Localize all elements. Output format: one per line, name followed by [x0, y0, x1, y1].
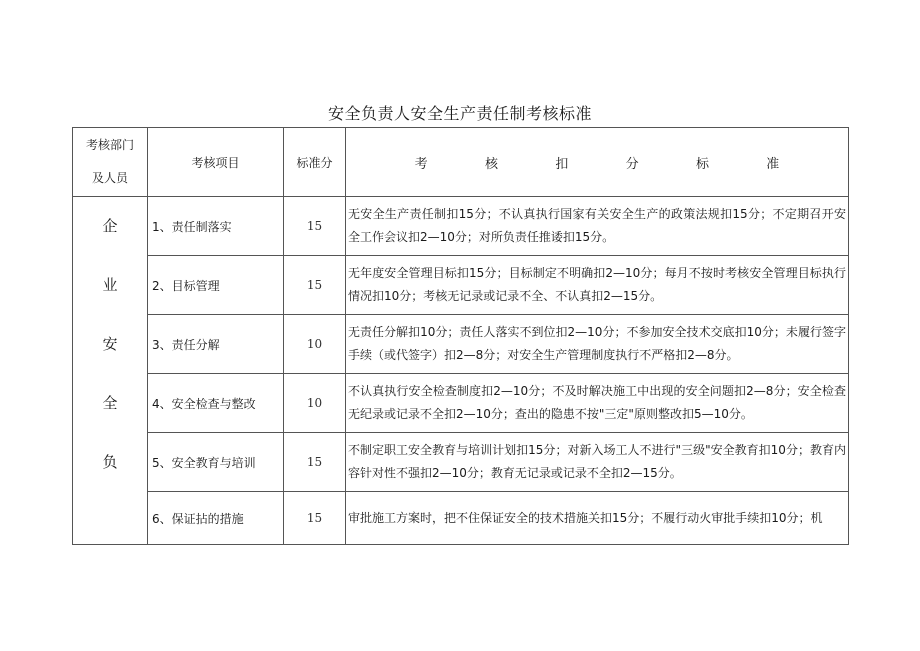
table-row	[73, 256, 849, 315]
table-row	[73, 315, 849, 374]
header-criteria-char: 准	[766, 156, 780, 172]
criteria-cell: 无责任分解扣10分；责任人落实不到位扣2—10分；不参加安全技术交底扣10分；未履行签字手续（或代签字）扣2—8分；对安全生产管理制度执行不严格扣2—8分。	[346, 315, 849, 374]
item-cell: 1、责任制落实	[148, 197, 284, 256]
score-cell: 10	[284, 374, 346, 433]
dept-char: 业	[102, 276, 118, 294]
header-item: 考核项目	[148, 128, 284, 197]
table-header-row	[73, 128, 849, 197]
dept-cell	[73, 197, 148, 545]
table-row	[73, 433, 849, 492]
dept-char: 负	[102, 453, 118, 471]
dept-char: 全	[102, 394, 118, 412]
header-criteria-char: 核	[484, 156, 498, 172]
dept-char: 安	[102, 335, 118, 353]
criteria-cell: 无年度安全管理目标扣15分；目标制定不明确扣2—10分；每月不按时考核安全管理目标执行情况扣10分；考核无记录或记录不全、不认真扣2—15分。	[346, 256, 849, 315]
item-cell: 5、安全教育与培训	[148, 433, 284, 492]
item-cell: 3、责任分解	[148, 315, 284, 374]
item-cell: 6、保证拈的措施	[148, 492, 284, 545]
criteria-cell: 不认真执行安全检查制度扣2—10分；不及时解决施工中出现的安全问题扣2—8分；安全检查无纪录或记录不全扣2—10分；查出的隐患不按"三定"原则整改扣5—10分。	[346, 374, 849, 433]
document-title: 安全负责人安全生产责任制考核标准	[327, 104, 592, 123]
header-criteria-char: 扣	[555, 156, 569, 172]
header-dept	[73, 128, 148, 197]
header-criteria	[346, 128, 849, 197]
table-row	[73, 197, 849, 256]
table-row	[73, 492, 849, 545]
table-row	[73, 374, 849, 433]
header-dept-line1: 考核部门	[85, 138, 134, 152]
header-dept-line2: 及人员	[91, 171, 128, 185]
score-cell: 15	[284, 492, 346, 545]
score-cell: 15	[284, 197, 346, 256]
item-cell: 4、安全检查与整改	[148, 374, 284, 433]
score-cell: 15	[284, 256, 346, 315]
assessment-table	[72, 127, 849, 545]
header-criteria-char: 分	[625, 156, 639, 172]
score-cell: 15	[284, 433, 346, 492]
item-cell: 2、目标管理	[148, 256, 284, 315]
criteria-cell: 不制定职工安全教育与培训计划扣15分；对新入场工人不进行"三级"安全教育扣10分；教育内容针对性不强扣2—10分；教育无记录或记录不全扣2—15分。	[346, 433, 849, 492]
dept-char: 企	[102, 217, 118, 235]
header-criteria-char: 标	[695, 156, 709, 172]
criteria-cell: 无安全生产责任制扣15分；不认真执行国家有关安全生产的政策法规扣15分；不定期召开安全工作会议扣2—10分；对所负责任推诿扣15分。	[346, 197, 849, 256]
header-criteria-char: 考	[414, 156, 428, 172]
header-score: 标准分	[284, 128, 346, 197]
score-cell: 10	[284, 315, 346, 374]
criteria-cell: 审批施工方案时，把不住保证安全的技术措施关扣15分；不履行动火审批手续扣10分；机	[346, 492, 849, 545]
